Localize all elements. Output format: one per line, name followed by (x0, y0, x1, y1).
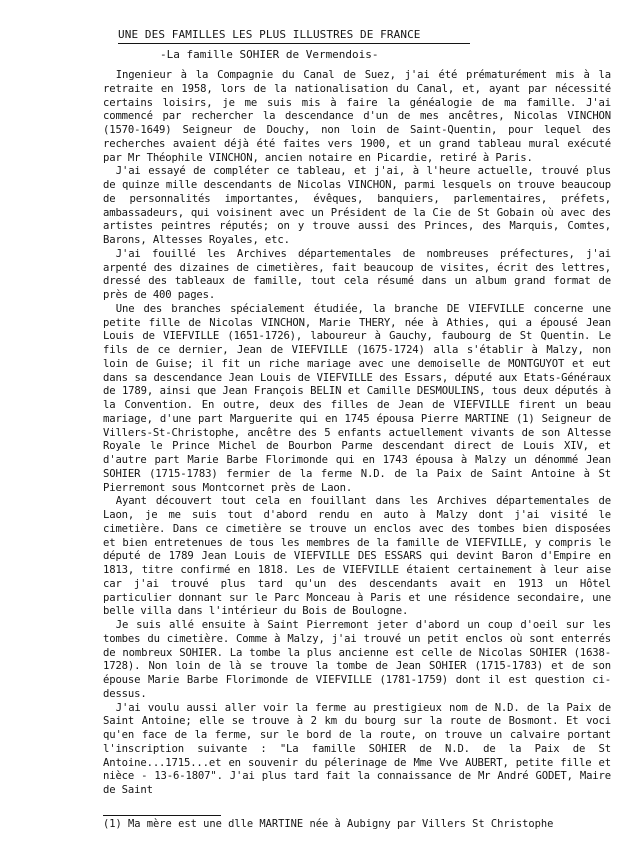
paragraph: Je suis allé ensuite à Saint Pierremont jeter d'abord un coup d'oeil sur les tombes du cimetière. Comme à Malzy, j'ai trouvé un petit enclos où sont enterrés de nombreux SOHIER. La tombe la plus ancienne est celle de Nicolas SOHIER (1638-1728). Non loin de là se trouve la tombe de Jean SOHIER (1715-1783) et de son épouse Marie Barbe Florimonde de VIEFVILLE (1781-1759) dont il est question ci-dessus. (103, 619, 611, 700)
paragraph: Une des branches spécialement étudiée, la branche DE VIEFVILLE concerne une petite fille de Nicolas VINCHON, Marie THERY, née à Athies, qui a épousé Jean Louis de VIEFVILLE (1651-1726), laboureur à Gauchy, faubourg de St Quentin. Le fils de ce dernier, Jean de VIEFVILLE (1675-1724) alla s'établir à Malzy, non loin de Guise; il fit un riche mariage avec une demoiselle de MONTGUYOT et eut dans sa descendance Jean Louis de VIEFVILLE des Essars, député aux Etats-Généraux de 1789, ainsi que Jean François BELIN et Camille DESMOULINS, tous deux députés à la Convention. En outre, deux des filles de Jean de VIEFVILLE firent un beau mariage, d'une part Marguerite qui en 1745 épousa Pierre MARTINE (1) Seigneur de Villers-St-Christophe, ancêtre des 5 enfants actuellement vivants de son Altesse Royale le Prince Michel de Bourbon Parme descendant direct de Louis XIV, et d'autre part Marie Barbe Florimonde qui en 1743 épousa à Malzy un dénommé Jean SOHIER (1715-1783) fermier de la ferme N.D. de la Paix de Saint Antoine à St Pierremont sous Montcornet près de Laon. (103, 302, 611, 494)
title-underline (118, 43, 470, 44)
document-body (103, 69, 611, 798)
document-title (118, 28, 588, 44)
footnote: (1) Ma mère est une dlle MARTINE née à Aubigny par Villers St Christophe (103, 818, 554, 830)
paragraph: Ayant découvert tout cela en fouillant dans les Archives départementales de Laon, je me suis tout d'abord rendu en auto à Malzy dont j'ai visité le cimetière. Dans ce cimetière se trouve un enclos avec des tombes bien disposées et bien entretenues de tous les membres de la famille de VIEFVILLE, y compris le député de 1789 Jean Louis de VIEFVILLE DES ESSARS qui devint Baron d'Empire en 1813, titre confirmé en 1818. Les de VIEFVILLE étaient certainement à leur aise car j'ai trouvé plus tard qu'un des descendants avait en 1913 un Hôtel particulier donnant sur le Parc Monceau à Paris et une résidence secondaire, une belle villa dans l'intérieur du Bois de Boulogne. (103, 495, 611, 618)
document-title-text: UNE DES FAMILLES LES PLUS ILLUSTRES DE FRANCE (118, 28, 421, 41)
paragraph: Ingenieur à la Compagnie du Canal de Suez, j'ai été prématurément mis à la retraite en 1958, lors de la nationalisation du Canal, et, ayant par nécessité certains loisirs, je me suis mis à faire la généalogie de ma famille. J'ai commencé par rechercher la descendance d'un de mes ancêtres, Nicolas VINCHON (1570-1649) Seigneur de Douchy, non loin de Saint-Quentin, pour lequel des recherches avaient déjà été faites vers 1900, et un grand tableau mural exécuté par Mr Théophile VINCHON, ancien notaire en Picardie, retiré à Paris. (103, 69, 611, 164)
paragraph: J'ai essayé de compléter ce tableau, et j'ai, à l'heure actuelle, trouvé plus de quinze mille descendants de Nicolas VINCHON, parmi lesquels on trouve beaucoup de personnalités importantes, évêques, banquiers, parlementaires, préfets, ambassadeurs, qui voisinent avec un Président de la Cie de St Gobain où avec des artistes peintres réputés; on y trouve aussi des Princes, des Marquis, Comtes, Barons, Altesses Royales, etc. (103, 165, 611, 246)
document-subtitle: -La famille SOHIER de Vermendois- (160, 48, 379, 61)
paragraph: J'ai fouillé les Archives départementales de nombreuses préfectures, j'ai arpenté des dizaines de cimetières, fait beaucoup de visites, écrit des lettres, dressé des tableaux de famille, tout cela résumé dans un album grand format de près de 400 pages. (103, 247, 611, 301)
footnote-separator (103, 815, 221, 816)
paragraph: J'ai voulu aussi aller voir la ferme au prestigieux nom de N.D. de la Paix de Saint Antoine; elle se trouve à 2 km du bourg sur la route de Bosmont. Et voci qu'en face de la ferme, sur le bord de la route, on trouve un calvaire portant l'inscription suivante : "La famille SOHIER de N.D. de la Paix de St Antoine...1715...et en souvenir du pélerinage de Mme Vve AUBERT, petite fille et nièce - 13-6-1807". J'ai plus tard fait la connaissance de Mr André GODET, Maire de Saint (103, 701, 611, 796)
